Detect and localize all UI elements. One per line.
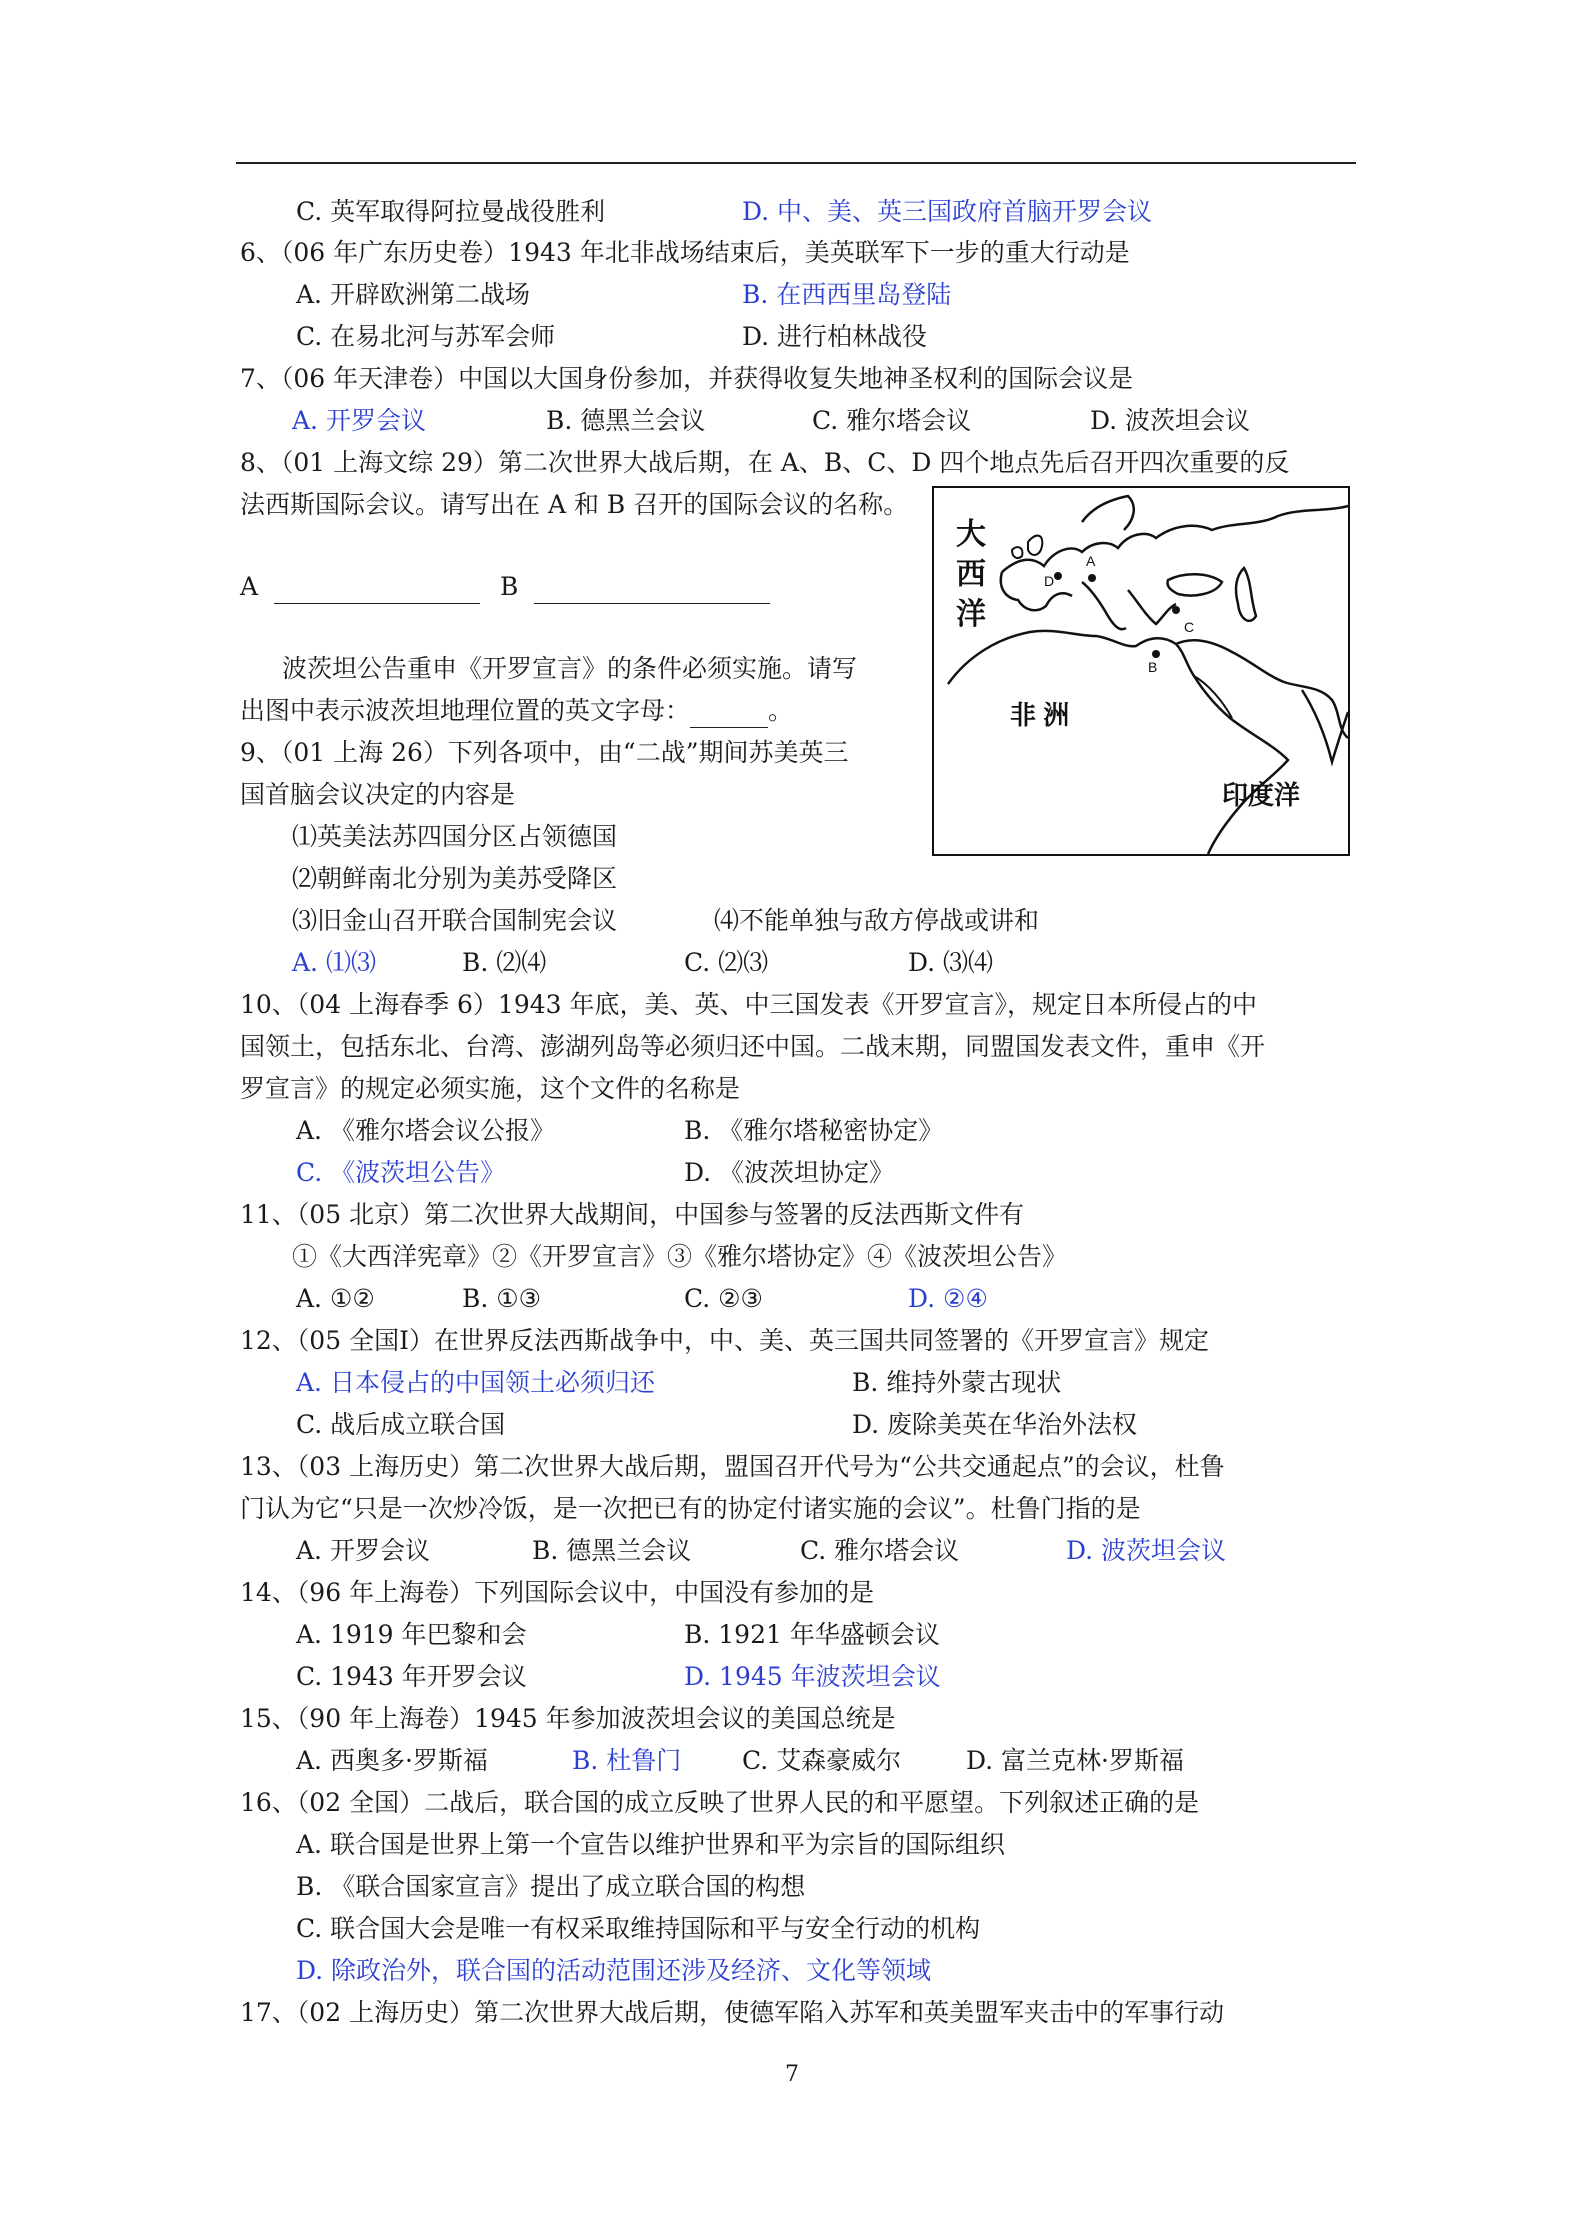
q12-option-a: A. 日本侵占的中国领土必须归还 <box>296 1368 655 1397</box>
map-marker-b: B <box>1148 659 1158 675</box>
q13-option-d: D. 波茨坦会议 <box>1066 1536 1227 1565</box>
q14-option-d: D. 1945 年波茨坦会议 <box>684 1662 941 1691</box>
q9-option-c: C. ⑵⑶ <box>684 948 769 977</box>
q15-option-a: A. 西奥多·罗斯福 <box>296 1746 488 1775</box>
map-marker-a-dot <box>1088 574 1096 582</box>
q15-option-b: B. 杜鲁门 <box>572 1746 682 1775</box>
q11-option-b: B. ①③ <box>462 1284 542 1313</box>
q14-option-a: A. 1919 年巴黎和会 <box>296 1620 527 1649</box>
q17-stem: 17、（02 上海历史）第二次世界大战后期，使德军陷入苏军和英美盟军夹击中的军事行动 <box>240 1998 1225 2027</box>
q6-option-b: B. 在西西里岛登陆 <box>742 280 952 309</box>
map-marker-d-dot <box>1054 572 1062 580</box>
q13-option-b: B. 德黑兰会议 <box>532 1536 692 1565</box>
page-number: 7 <box>785 2062 799 2087</box>
header-rule <box>236 162 1356 164</box>
map-marker-a: A <box>1086 553 1096 569</box>
q7-option-a: A. 开罗会议 <box>292 406 426 435</box>
map-marker-c: C <box>1184 619 1195 635</box>
q13-stem-line1: 13、（03 上海历史）第二次世界大战后期，盟国召开代号为“公共交通起点”的会议，杜鲁 <box>240 1452 1225 1481</box>
q15-option-c: C. 艾森豪威尔 <box>742 1746 902 1775</box>
q13-option-c: C. 雅尔塔会议 <box>800 1536 960 1565</box>
q8-answer-blanks <box>240 570 770 604</box>
q8-stem-line2: 法西斯国际会议。请写出在 A 和 B 召开的国际会议的名称。 <box>240 490 909 519</box>
q6-option-d: D. 进行柏林战役 <box>742 322 928 351</box>
q8-blank-a[interactable] <box>274 577 480 604</box>
q7-option-c: C. 雅尔塔会议 <box>812 406 972 435</box>
q16-option-b: B. 《联合国家宣言》提出了成立联合国的构想 <box>296 1872 806 1901</box>
map-marker-c-dot <box>1172 606 1180 614</box>
q14-option-c: C. 1943 年开罗会议 <box>296 1662 527 1691</box>
q9-item-4: ⑷不能单独与敌方停战或讲和 <box>714 906 1040 935</box>
q11-option-d: D. ②④ <box>908 1284 988 1313</box>
q7-option-d: D. 波茨坦会议 <box>1090 406 1251 435</box>
q5-option-d: D. 中、美、英三国政府首脑开罗会议 <box>742 197 1153 226</box>
map-label-atlantic-2: 西 <box>956 558 986 591</box>
map-label-atlantic-1: 大 <box>956 518 986 551</box>
q12-option-c: C. 战后成立联合国 <box>296 1410 506 1439</box>
q8-potsdam-line1: 波茨坦公告重申《开罗宣言》的条件必须实施。请写 <box>282 654 858 683</box>
q10-option-c: C. 《波茨坦公告》 <box>296 1158 506 1187</box>
q10-option-d: D. 《波茨坦协定》 <box>684 1158 895 1187</box>
q10-stem-line2: 国领土，包括东北、台湾、澎湖列岛等必须归还中国。二战末期，同盟国发表文件，重申《开 <box>240 1032 1266 1061</box>
q8-blank-a-label: A <box>240 572 259 601</box>
conference-map <box>932 486 1350 856</box>
q8-potsdam-end: 。 <box>768 696 794 725</box>
map-marker-b-dot <box>1152 650 1160 658</box>
q11-option-c: C. ②③ <box>684 1284 763 1313</box>
q8-blank-b[interactable] <box>534 577 770 604</box>
q10-option-b: B. 《雅尔塔秘密协定》 <box>684 1116 944 1145</box>
q16-option-d: D. 除政治外，联合国的活动范围还涉及经济、文化等领域 <box>296 1956 932 1985</box>
map-label-indian-ocean: 印度洋 <box>1222 780 1301 810</box>
q11-stem: 11、（05 北京）第二次世界大战期间，中国参与签署的反法西斯文件有 <box>240 1200 1025 1229</box>
q6-option-c: C. 在易北河与苏军会师 <box>296 322 556 351</box>
q13-option-a: A. 开罗会议 <box>296 1536 430 1565</box>
q9-option-a: A. ⑴⑶ <box>292 948 376 977</box>
map-marker-d: D <box>1044 573 1055 589</box>
q10-stem-line1: 10、（04 上海春季 6）1943 年底，美、英、中三国发表《开罗宣言》，规定日本所侵占的中 <box>240 990 1257 1019</box>
q9-item-3: ⑶旧金山召开联合国制宪会议 <box>292 906 618 935</box>
q5-option-c: C. 英军取得阿拉曼战役胜利 <box>296 197 606 226</box>
q8-potsdam-text: 出图中表示波茨坦地理位置的英文字母： <box>240 696 691 725</box>
q9-stem-line2: 国首脑会议决定的内容是 <box>240 780 516 809</box>
q7-stem: 7、（06 年天津卷）中国以大国身份参加，并获得收复失地神圣权利的国际会议是 <box>240 364 1134 393</box>
q15-stem: 15、（90 年上海卷）1945 年参加波茨坦会议的美国总统是 <box>240 1704 896 1733</box>
q7-option-b: B. 德黑兰会议 <box>546 406 706 435</box>
q11-items: ①《大西洋宪章》②《开罗宣言》③《雅尔塔协定》④《波茨坦公告》 <box>292 1242 1068 1271</box>
q11-option-a: A. ①② <box>296 1284 375 1313</box>
q6-stem: 6、（06 年广东历史卷）1943 年北非战场结束后，美英联军下一步的重大行动是 <box>240 238 1130 267</box>
q9-option-d: D. ⑶⑷ <box>908 948 994 977</box>
q15-option-d: D. 富兰克林·罗斯福 <box>966 1746 1184 1775</box>
map-label-atlantic-3: 洋 <box>956 598 986 631</box>
q12-stem: 12、（05 全国Ⅰ）在世界反法西斯战争中，中、美、英三国共同签署的《开罗宣言》规定 <box>240 1326 1209 1355</box>
q8-potsdam-blank[interactable] <box>690 701 768 728</box>
q14-stem: 14、（96 年上海卷）下列国际会议中，中国没有参加的是 <box>240 1578 875 1607</box>
q12-option-b: B. 维持外蒙古现状 <box>852 1368 1062 1397</box>
q10-option-a: A. 《雅尔塔会议公报》 <box>296 1116 555 1145</box>
q16-option-a: A. 联合国是世界上第一个宣告以维护世界和平为宗旨的国际组织 <box>296 1830 1005 1859</box>
q16-option-c: C. 联合国大会是唯一有权采取维持国际和平与安全行动的机构 <box>296 1914 981 1943</box>
q8-blank-b-label: B <box>499 572 519 601</box>
q10-stem-line3: 罗宣言》的规定必须实施，这个文件的名称是 <box>240 1074 741 1103</box>
q13-stem-line2: 门认为它“只是一次炒冷饭，是一次把已有的协定付诸实施的会议”。杜鲁门指的是 <box>240 1494 1141 1523</box>
q9-item-1: ⑴英美法苏四国分区占领德国 <box>292 822 618 851</box>
q6-option-a: A. 开辟欧洲第二战场 <box>296 280 530 309</box>
map-label-africa: 非 洲 <box>1010 700 1070 730</box>
q16-stem: 16、（02 全国）二战后，联合国的成立反映了世界人民的和平愿望。下列叙述正确的是 <box>240 1788 1200 1817</box>
q12-option-d: D. 废除美英在华治外法权 <box>852 1410 1138 1439</box>
q8-potsdam-line2 <box>240 694 793 728</box>
q14-option-b: B. 1921 年华盛顿会议 <box>684 1620 940 1649</box>
q9-option-b: B. ⑵⑷ <box>462 948 547 977</box>
q9-stem-line1: 9、（01 上海 26）下列各项中，由“二战”期间苏美英三 <box>240 738 849 767</box>
q9-item-2: ⑵朝鲜南北分别为美苏受降区 <box>292 864 618 893</box>
q8-stem-line1: 8、（01 上海文综 29）第二次世界大战后期，在 A、B、C、D 四个地点先后召开四次重要的反 <box>240 448 1290 477</box>
